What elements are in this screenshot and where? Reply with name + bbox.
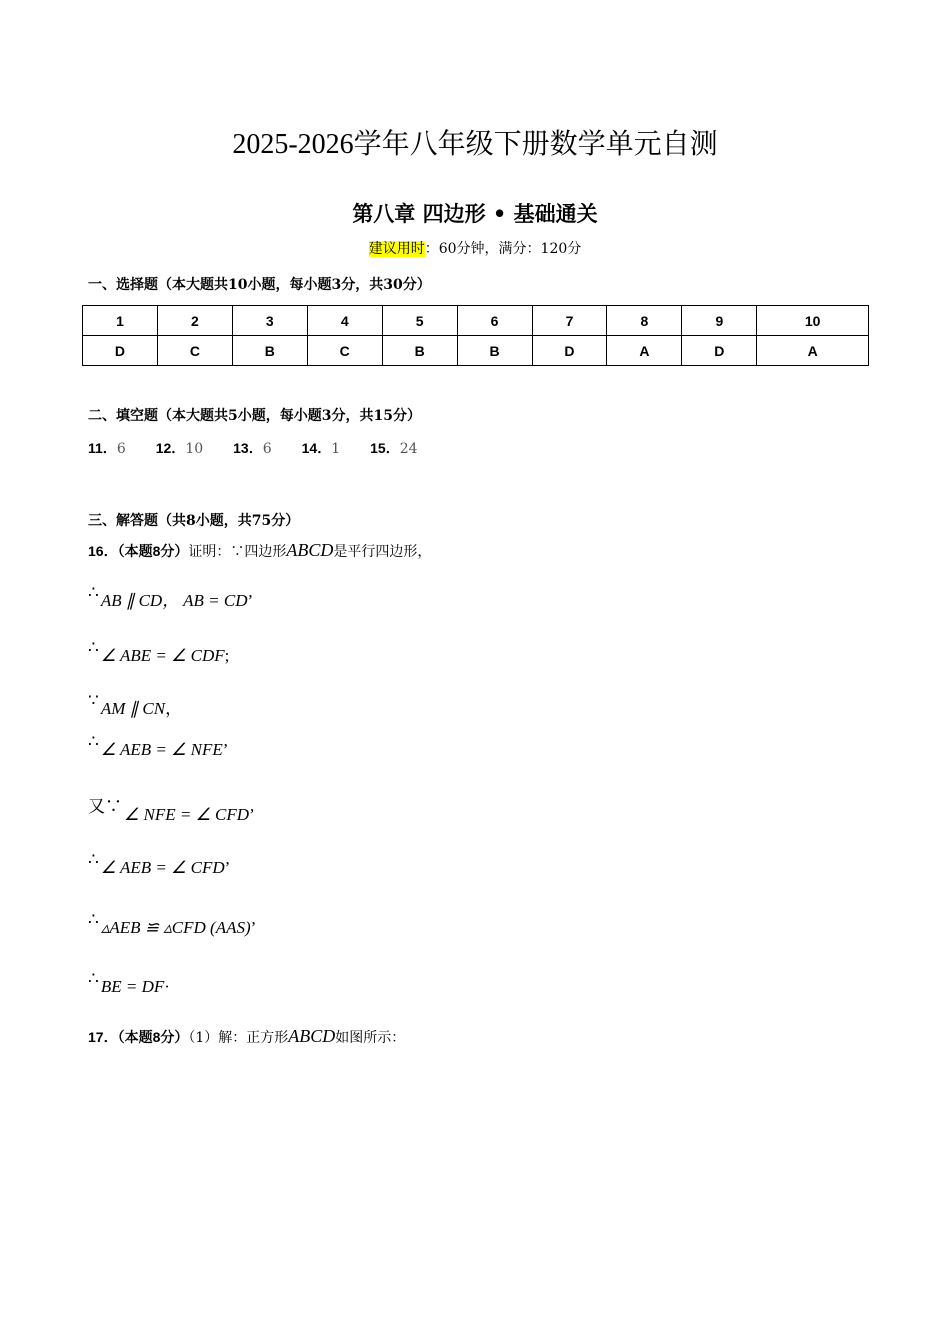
question-number-cell: 2: [157, 306, 232, 336]
q17-math: ABCD: [288, 1026, 336, 1046]
proof-sym: ∴: [88, 732, 99, 751]
proof-end: ·: [164, 977, 170, 996]
proof-sym: ∴: [88, 850, 99, 869]
proof-expr: AB ∥ CD， AB = CD: [100, 591, 248, 610]
fill-answers: [88, 438, 448, 458]
question-number-cell: 8: [607, 306, 682, 336]
answer-cell: B: [232, 336, 307, 366]
question-number-cell: 10: [757, 306, 869, 336]
proof-end: ’: [249, 805, 255, 824]
question-number-cell: 6: [457, 306, 532, 336]
proof-line: [88, 797, 255, 825]
fill-number: 11．: [88, 440, 117, 456]
document-title: 2025-2026学年八年级下册数学单元自测: [232, 129, 718, 160]
fill-answer: 6: [116, 441, 126, 457]
fill-answer: 6: [262, 441, 272, 457]
proof-sym: 又∵: [88, 797, 122, 816]
proof-line: [88, 850, 231, 878]
proof-sym: ∵: [88, 691, 99, 710]
q16-math: ABCD: [286, 540, 334, 560]
proof-expr: BE = DF: [100, 977, 165, 996]
proof-end: ，: [165, 699, 183, 718]
proof-expr: ∠ NFE = ∠ CFD: [124, 805, 250, 824]
answer-table: [82, 305, 869, 366]
answer-cell: D: [682, 336, 757, 366]
fill-number: 13．: [233, 440, 263, 456]
proof-line: [88, 969, 170, 997]
proof-sym: ∴: [88, 583, 99, 602]
proof-expr: ▵AEB ≌ ▵CFD (AAS): [100, 918, 251, 937]
q16-text-end: 是平行四边形，: [333, 544, 432, 560]
chapter-subtitle: 第八章 四边形 • 基础通关: [352, 201, 598, 226]
question-17: [88, 1026, 405, 1047]
fill-answer: 1: [331, 441, 341, 457]
answer-cell: B: [382, 336, 457, 366]
answer-cell: A: [757, 336, 869, 366]
question-number-cell: 1: [83, 306, 158, 336]
question-number-cell: 9: [682, 306, 757, 336]
time-detail: ：60分钟，满分：120分: [424, 241, 582, 257]
proof-line: [88, 910, 257, 938]
question-number-cell: 3: [232, 306, 307, 336]
proof-end: ;: [224, 646, 230, 665]
proof-line: [88, 732, 229, 760]
time-label: 建议用时: [368, 241, 425, 257]
proof-expr: ∠ AEB = ∠ NFE: [100, 740, 223, 759]
section1-heading: 一、选择题（本大题共10小题，每小题3分，共30分）: [88, 277, 431, 293]
fill-number: 12．: [155, 440, 186, 456]
proof-sym: ∴: [88, 638, 99, 657]
question-16: [88, 540, 431, 561]
q17-text: （1）解：正方形: [188, 1030, 289, 1046]
q16-label: 16．（本题8分）: [88, 543, 189, 559]
fill-answer: 24: [399, 441, 418, 457]
proof-line: [88, 691, 183, 719]
fill-answer: 10: [185, 441, 204, 457]
proof-expr: ∠ AEB = ∠ CFD: [100, 858, 225, 877]
table-row-answers: [83, 336, 869, 366]
q17-label: 17．（本题8分）: [88, 1029, 189, 1045]
proof-end: ’: [222, 740, 229, 759]
answer-cell: C: [157, 336, 232, 366]
proof-end: ’: [224, 858, 231, 877]
answer-cell: D: [83, 336, 158, 366]
table-row-numbers: [83, 306, 869, 336]
q17-text-end: 如图所示：: [335, 1030, 406, 1046]
answer-cell: D: [532, 336, 607, 366]
question-number-cell: 5: [382, 306, 457, 336]
answer-cell: C: [307, 336, 382, 366]
proof-sym: ∴: [88, 969, 99, 988]
answer-cell: B: [457, 336, 532, 366]
question-number-cell: 4: [307, 306, 382, 336]
section3-heading: 三、解答题（共8小题，共75分）: [88, 513, 300, 529]
fill-number: 14．: [301, 440, 332, 456]
question-number-cell: 7: [532, 306, 607, 336]
answer-cell: A: [607, 336, 682, 366]
section2-heading: 二、填空题（本大题共5小题，每小题3分，共15分）: [88, 408, 421, 424]
fill-number: 15．: [370, 440, 400, 456]
time-info: [0, 238, 950, 258]
proof-expr: AM ∥ CN: [100, 699, 166, 718]
proof-end: ’: [247, 591, 254, 610]
proof-line: [88, 583, 254, 611]
proof-line: [88, 638, 230, 666]
proof-expr: ∠ ABE = ∠ CDF: [100, 646, 225, 665]
proof-end: ’: [250, 918, 257, 937]
proof-sym: ∴: [88, 910, 99, 929]
q16-text: 证明：∵四边形: [188, 544, 287, 560]
